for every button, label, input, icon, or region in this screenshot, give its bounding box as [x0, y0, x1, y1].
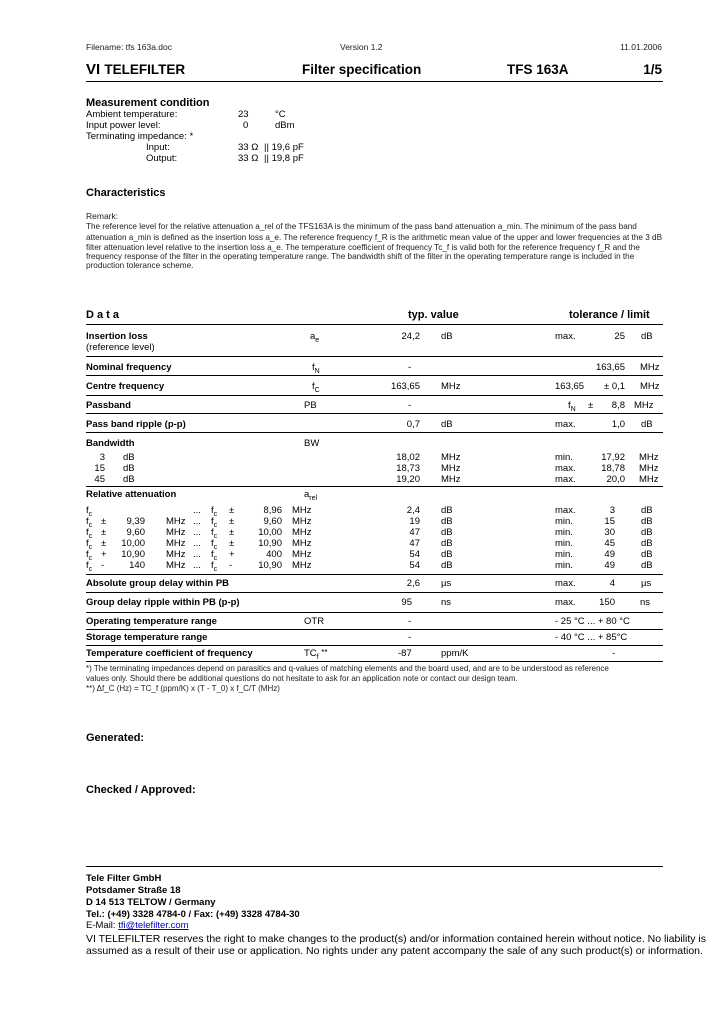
- input-imp-cap: || 19,6 pF: [264, 142, 304, 153]
- divider: [86, 661, 663, 662]
- divider: [86, 395, 663, 396]
- temp-coeff-label: Temperature coefficient of frequency: [86, 648, 253, 659]
- rel-att-op1: ±: [101, 527, 107, 538]
- divider: [86, 612, 663, 613]
- divider: [86, 592, 663, 593]
- rel-att-val-unit: dB: [641, 549, 653, 560]
- page-number: 1/5: [643, 62, 662, 77]
- rel-att-fc2: $f_c$: [211, 538, 218, 551]
- centre-freq-label: Centre frequency: [86, 381, 165, 392]
- bw-val-unit: MHz: [639, 463, 659, 474]
- disclaimer-line-1: VI TELEFILTER reserves the right to make changes to the product(s) and/or information contained herein without notice. No liability is: [86, 933, 707, 945]
- insertion-loss-symbol: $a_e$: [310, 331, 320, 344]
- rel-att-typ-unit: dB: [441, 549, 453, 560]
- rel-att-u1: MHz: [166, 538, 186, 549]
- divider: [86, 574, 663, 575]
- insertion-loss-tol-qual: max.: [555, 331, 576, 342]
- rel-att-fc1: $f_c$: [86, 505, 93, 518]
- rel-att-val: 49: [604, 549, 615, 560]
- rel-att-dots: ...: [193, 560, 201, 571]
- rel-att-dots: ...: [193, 549, 201, 560]
- nominal-freq-symbol: $f_N$: [312, 362, 320, 375]
- input-power-value: 0: [243, 120, 249, 131]
- rel-att-fc2: $f_c$: [211, 527, 218, 540]
- nominal-freq-typ: -: [408, 362, 412, 373]
- abs-delay-typ: 2,6: [406, 578, 420, 589]
- rel-att-op1: ±: [101, 538, 107, 549]
- rel-att-dots: ...: [193, 527, 201, 538]
- ripple-tol-unit: dB: [641, 419, 653, 430]
- remark-line-1: The reference level for the relative attenuation a_rel of the TFS163A is the minimum of the pass band attenuation a_min. The minimum of the pass band: [86, 222, 637, 231]
- abs-delay-tol-qual: max.: [555, 578, 576, 589]
- bw-typ: 19,20: [396, 474, 420, 485]
- rel-att-dots: ...: [193, 505, 201, 516]
- centre-freq-tol-pm: ± 0,1: [604, 381, 626, 392]
- footer-company: Tele Filter GmbH: [86, 873, 162, 884]
- bw-level-unit: dB: [123, 474, 135, 485]
- company-prefix: VI: [86, 61, 101, 78]
- delay-ripple-label: Group delay ripple within PB (p-p): [86, 597, 240, 608]
- output-imp-label: Output:: [146, 153, 178, 164]
- measurement-title: Measurement condition: [86, 97, 210, 109]
- rel-att-typ-unit: dB: [441, 538, 453, 549]
- delay-ripple-typ: 95: [401, 597, 412, 608]
- rel-att-u2: MHz: [292, 560, 312, 571]
- op-temp-label: Operating temperature range: [86, 616, 217, 627]
- rel-att-op2: ±: [229, 516, 235, 527]
- rel-att-u2: MHz: [292, 516, 312, 527]
- ripple-typ-unit: dB: [441, 419, 453, 430]
- ambient-temp-value: 23: [238, 109, 249, 120]
- temp-coeff-typ: -87: [398, 648, 412, 659]
- storage-temp-label: Storage temperature range: [86, 632, 208, 643]
- rel-att-typ: 47: [409, 527, 420, 538]
- input-power-label: Input power level:: [86, 120, 161, 131]
- passband-tol-unit: MHz: [634, 400, 654, 411]
- rel-att-f2: 8,96: [263, 505, 282, 516]
- temp-coeff-typ-unit: ppm/K: [441, 648, 469, 659]
- rel-att-typ-unit: dB: [441, 505, 453, 516]
- rel-att-fc1: $f_c$: [86, 538, 93, 551]
- insertion-loss-tol-unit: dB: [641, 331, 653, 342]
- divider: [86, 432, 663, 433]
- header-divider: [86, 81, 663, 82]
- rel-att-qual: min.: [555, 516, 573, 527]
- bw-typ-unit: MHz: [441, 474, 461, 485]
- doc-title: Filter specification: [302, 62, 422, 77]
- company-logo: [86, 61, 185, 78]
- insertion-loss-tol-val: 25: [614, 331, 625, 342]
- bw-val: 18,78: [601, 463, 625, 474]
- storage-temp-tol: - 40 °C ... + 85°C: [555, 632, 628, 643]
- op-temp-typ: -: [408, 616, 412, 627]
- footer-divider: [86, 866, 663, 867]
- rel-att-fc1: $f_c$: [86, 527, 93, 540]
- passband-typ: -: [408, 400, 412, 411]
- rel-att-val-unit: dB: [641, 516, 653, 527]
- rel-att-f2: 10,90: [258, 560, 282, 571]
- rel-att-label: Relative attenuation: [86, 489, 177, 500]
- disclaimer-line-2: assumed as a result of their use or application. No rights under any patent accompany the sale of any such product(s) or information.: [86, 945, 703, 957]
- rel-att-op1: ±: [101, 516, 107, 527]
- delay-ripple-typ-unit: ns: [441, 597, 452, 608]
- footer-city: D 14 513 TELTOW / Germany: [86, 897, 216, 908]
- divider: [86, 645, 663, 646]
- passband-tol-f: $f_N$: [568, 400, 576, 413]
- rel-att-u1: MHz: [166, 527, 186, 538]
- remark-label: Remark:: [86, 211, 119, 221]
- nominal-freq-tol-val: 163,65: [595, 362, 625, 373]
- divider: [86, 356, 663, 357]
- email-label: E-Mail:: [86, 920, 116, 931]
- input-power-unit: dBm: [275, 120, 295, 131]
- ripple-tol-qual: max.: [555, 419, 576, 430]
- divider: [86, 324, 663, 325]
- rel-att-f1: 10,90: [121, 549, 145, 560]
- rel-att-op1: +: [101, 549, 107, 560]
- passband-label: Passband: [86, 400, 131, 411]
- rel-att-op2: ±: [229, 538, 235, 549]
- insertion-loss-typ-unit: dB: [441, 331, 453, 342]
- input-imp-value: 33 Ω: [238, 142, 259, 153]
- rel-att-symbol: $a_{rel}$: [304, 489, 318, 502]
- rel-att-f2: 9,60: [263, 516, 282, 527]
- ripple-label: Pass band ripple (p-p): [86, 419, 186, 430]
- bw-typ-unit: MHz: [441, 452, 461, 463]
- footnote-2: **) Δf_C (Hz) = TC_f (ppm/K) x (T - T_0) x f_C/T (MHz): [86, 684, 280, 693]
- insertion-loss-typ: 24,2: [401, 331, 420, 342]
- rel-att-f1: 10,00: [121, 538, 145, 549]
- rel-att-typ-unit: dB: [441, 560, 453, 571]
- remark-line-3: filter attenuation level relative to the insertion loss a_e. The temperature coefficient of frequency Tc_f is valid both for the reference frequency f_R and the: [86, 243, 640, 252]
- insertion-loss-sublabel: (reference level): [86, 342, 155, 353]
- rel-att-op2: -: [229, 560, 233, 571]
- characteristics-title: Characteristics: [86, 187, 166, 199]
- bw-level-unit: dB: [123, 452, 135, 463]
- remark-line-2: attenuation a_min is defined as the insertion loss a_e. The reference frequency f_R is the arithmetic mean value of the upper and lower frequencies at the 3 dB: [86, 233, 663, 242]
- rel-att-val: 15: [604, 516, 615, 527]
- rel-att-u2: MHz: [292, 505, 312, 516]
- bw-qual: max.: [555, 474, 576, 485]
- rel-att-fc2: $f_c$: [211, 560, 218, 573]
- bw-typ: 18,73: [396, 463, 420, 474]
- rel-att-u2: MHz: [292, 549, 312, 560]
- nominal-freq-tol-unit: MHz: [640, 362, 660, 373]
- rel-att-dots: ...: [193, 516, 201, 527]
- rel-att-fc2: $f_c$: [211, 549, 218, 562]
- footer-street: Potsdamer Straße 18: [86, 885, 181, 896]
- tol-header: tolerance / limit: [569, 309, 650, 321]
- rel-att-f1: 140: [129, 560, 145, 571]
- bw-level: 3: [99, 452, 105, 463]
- centre-freq-symbol: $f_C$: [312, 381, 320, 394]
- storage-temp-typ: -: [408, 632, 412, 643]
- rel-att-qual: min.: [555, 560, 573, 571]
- rel-att-val: 45: [604, 538, 615, 549]
- divider: [86, 629, 663, 630]
- rel-att-fc1: $f_c$: [86, 560, 93, 573]
- divider: [86, 413, 663, 414]
- company-name: TELEFILTER: [104, 62, 186, 77]
- centre-freq-typ: 163,65: [390, 381, 420, 392]
- bandwidth-label: Bandwidth: [86, 438, 135, 449]
- email-link[interactable]: tfi@telefilter.com: [118, 920, 189, 931]
- bw-typ: 18,02: [396, 452, 420, 463]
- remark-line-5: production tolerance scheme.: [86, 261, 194, 270]
- ambient-temp-unit: °C: [275, 109, 286, 120]
- rel-att-u1: MHz: [166, 549, 186, 560]
- bw-qual: min.: [555, 452, 573, 463]
- rel-att-val: 49: [604, 560, 615, 571]
- rel-att-qual: min.: [555, 527, 573, 538]
- typ-header: typ. value: [408, 309, 459, 321]
- abs-delay-tol-val: 4: [609, 578, 615, 589]
- rel-att-qual: min.: [555, 549, 573, 560]
- bw-val-unit: MHz: [639, 452, 659, 463]
- rel-att-u1: MHz: [166, 516, 186, 527]
- rel-att-op1: -: [101, 560, 105, 571]
- temp-coeff-symbol: $TC_f$ **: [304, 648, 328, 661]
- rel-att-u2: MHz: [292, 527, 312, 538]
- input-imp-label: Input:: [146, 142, 170, 153]
- rel-att-f2: 400: [266, 549, 282, 560]
- centre-freq-typ-unit: MHz: [441, 381, 461, 392]
- rel-att-qual: min.: [555, 538, 573, 549]
- op-temp-tol: - 25 °C ... + 80 °C: [555, 616, 630, 627]
- footer-tel: Tel.: (+49) 3328 4784-0 / Fax: (+49) 3328 4784-30: [86, 909, 300, 920]
- rel-att-val-unit: dB: [641, 560, 653, 571]
- rel-att-typ: 2,4: [406, 505, 420, 516]
- rel-att-fc1: $f_c$: [86, 516, 93, 529]
- rel-att-fc2: $f_c$: [211, 505, 218, 518]
- abs-delay-label: Absolute group delay within PB: [86, 578, 230, 589]
- bw-level-unit: dB: [123, 463, 135, 474]
- rel-att-op2: +: [229, 549, 235, 560]
- rel-att-typ: 54: [409, 549, 420, 560]
- bw-qual: max.: [555, 463, 576, 474]
- checked-label: Checked / Approved:: [86, 784, 196, 796]
- rel-att-f1: 9,60: [126, 527, 145, 538]
- centre-freq-tol-unit: MHz: [640, 381, 660, 392]
- rel-att-val-unit: dB: [641, 505, 653, 516]
- rel-att-typ: 19: [409, 516, 420, 527]
- bw-level: 45: [94, 474, 105, 485]
- divider: [86, 375, 663, 376]
- rel-att-u1: MHz: [166, 560, 186, 571]
- bw-val: 20,0: [606, 474, 625, 485]
- footnote-1-line-1: *) The terminating impedances depend on parasitics and q-values of matching elements and the board used, and are to be understood as reference: [86, 664, 609, 673]
- passband-tol-pm: ±: [588, 400, 594, 411]
- rel-att-fc1: $f_c$: [86, 549, 93, 562]
- insertion-loss-label: Insertion loss: [86, 331, 148, 342]
- rel-att-val: 30: [604, 527, 615, 538]
- rel-att-val-unit: dB: [641, 538, 653, 549]
- filename-label: Filename: tfs 163a.doc: [86, 42, 172, 52]
- bandwidth-symbol: BW: [304, 438, 320, 449]
- passband-tol-val: 8,8: [611, 400, 625, 411]
- footnote-1-line-2: values only. Should there be additional questions do not hesitate to ask for an application note or contact our design team.: [86, 674, 518, 683]
- rel-att-typ: 54: [409, 560, 420, 571]
- rel-att-op2: ±: [229, 527, 235, 538]
- abs-delay-typ-unit: µs: [441, 578, 452, 589]
- output-imp-value: 33 Ω: [238, 153, 259, 164]
- rel-att-dots: ...: [193, 538, 201, 549]
- rel-att-val-unit: dB: [641, 527, 653, 538]
- passband-symbol: PB: [304, 400, 317, 411]
- generated-label: Generated:: [86, 732, 145, 744]
- bw-level: 15: [94, 463, 105, 474]
- temp-coeff-tol: -: [612, 648, 616, 659]
- rel-att-val: 3: [609, 505, 615, 516]
- rel-att-op2: ±: [229, 505, 235, 516]
- version-label: Version 1.2: [340, 42, 383, 52]
- centre-freq-tol-base: 163,65: [555, 381, 585, 392]
- rel-att-typ-unit: dB: [441, 527, 453, 538]
- nominal-freq-label: Nominal frequency: [86, 362, 172, 373]
- rel-att-typ: 47: [409, 538, 420, 549]
- date-label: 11.01.2006: [620, 42, 662, 52]
- bw-typ-unit: MHz: [441, 463, 461, 474]
- rel-att-typ-unit: dB: [441, 516, 453, 527]
- rel-att-u2: MHz: [292, 538, 312, 549]
- abs-delay-tol-unit: µs: [641, 578, 652, 589]
- rel-att-f2: 10,90: [258, 538, 282, 549]
- rel-att-f1: 9,39: [126, 516, 145, 527]
- bw-val-unit: MHz: [639, 474, 659, 485]
- divider: [86, 486, 663, 487]
- footer-email-row: [86, 920, 189, 931]
- ripple-tol-val: 1,0: [611, 419, 625, 430]
- rel-att-fc2: $f_c$: [211, 516, 218, 529]
- product-code: TFS 163A: [507, 62, 569, 77]
- delay-ripple-tol-qual: max.: [555, 597, 576, 608]
- rel-att-f2: 10,00: [258, 527, 282, 538]
- remark-line-4: frequency response of the filter in the operating temperature range. The bandwidth shift of the filter in the operating temperature range is included in the: [86, 252, 635, 261]
- ripple-typ: 0,7: [406, 419, 420, 430]
- output-imp-cap: || 19,8 pF: [264, 153, 304, 164]
- op-temp-symbol: OTR: [304, 616, 325, 627]
- bw-val: 17,92: [601, 452, 625, 463]
- delay-ripple-tol-val: 150: [599, 597, 615, 608]
- ambient-temp-label: Ambient temperature:: [86, 109, 178, 120]
- terminating-label: Terminating impedance: *: [86, 131, 194, 142]
- delay-ripple-tol-unit: ns: [640, 597, 651, 608]
- data-header: D a t a: [86, 309, 120, 321]
- rel-att-qual: max.: [555, 505, 576, 516]
